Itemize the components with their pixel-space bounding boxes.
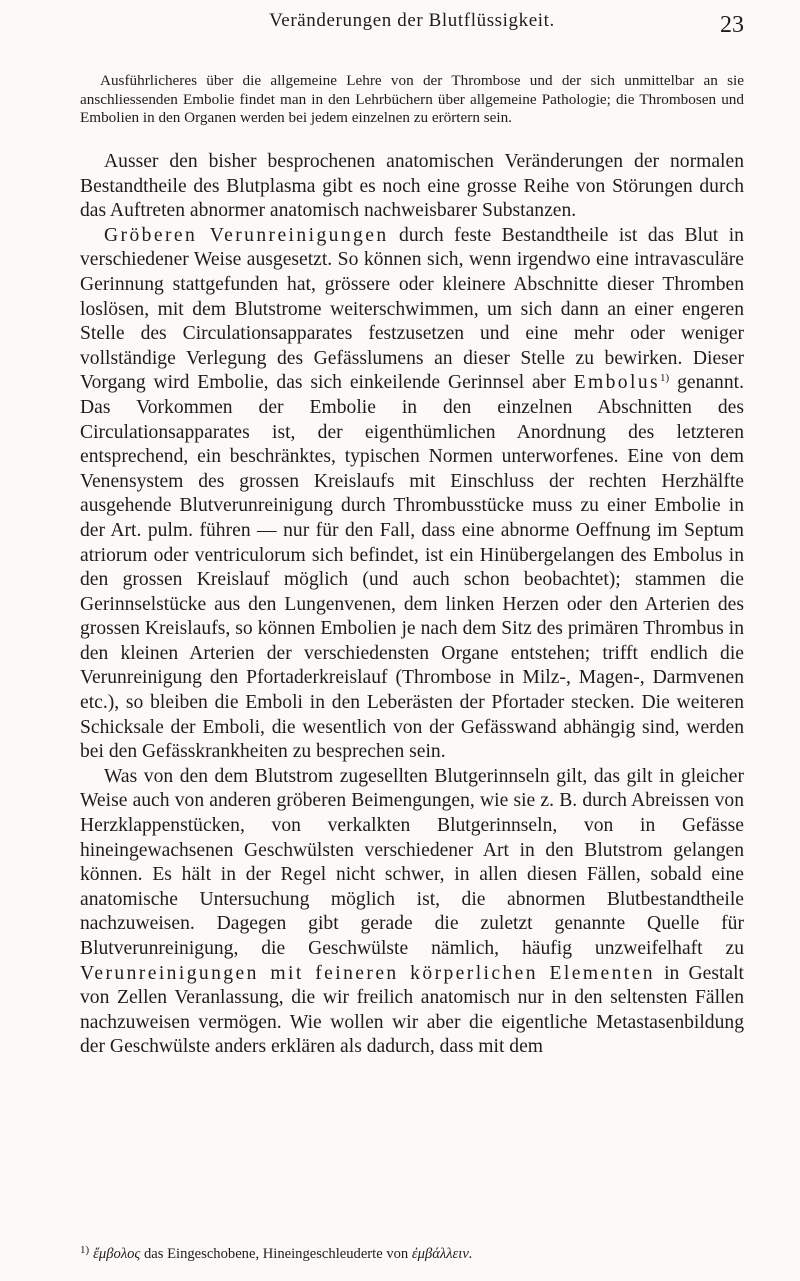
footnote-greek-verb: ἐμβάλλειν. (411, 1246, 473, 1262)
footnote-text: das Eingeschobene, Hineingeschleuderte von (140, 1246, 412, 1262)
footnote-ref: 1) (660, 372, 670, 385)
intro-note (80, 72, 744, 128)
footnote-marker: 1) (80, 1244, 90, 1256)
paragraph-2-part-1: durch feste Bestandtheile ist das Blut in verschiedener Weise ausgesetzt. So können sich, wenn irgendwo eine intravasculäre Gerinnung stattgefunden hat, grössere oder kleinere Abschnitte dieser Thromben loslösen, mit dem Blutstrome weiterschwimmen, um sich dann an einer engeren Stelle des Circulationsapparates festzusetzen und eine mehr oder weniger vollständige Verlegung des Gefässlumens an dieser Stelle zu bewirken. Dieser Vorgang wird Embolie, das sich einkeilende Gerinnsel aber (80, 224, 744, 394)
paragraph-3-part-1: Was von den dem Blutstrom zugesellten Blutgerinnseln gilt, das gilt in gleicher Weise auch von anderen gröberen Beimengungen, wie sie z. B. durch Abreissen von Herzklappenstücken, von verkalkten Blutgerinnseln, von in Gefässe hineingewachsenen Geschwülsten verschiedener Art in den Blutstrom gelangen können. Es hält in der Regel nicht schwer, in allen diesen Fällen, sobald eine anatomische Untersuchung möglich ist, die abnormen Blutbestandtheile nachzuweisen. Dagegen gibt gerade die zuletzt genannte Quelle für Blutverunreinigung, die Geschwülste nämlich, häufig unzweifelhaft zu (80, 765, 744, 959)
spaced-emphasis: Verunreinigungen mit feineren körperlichen Elementen (80, 962, 655, 984)
main-text (80, 150, 744, 1060)
paragraph-2-part-2: genannt. Das Vorkommen der Embolie in den einzelnen Abschnitten des Circulationsapparates ist, der eigenthümlichen Anordnung des letzteren entsprechend, ein beschränktes, typischen Normen unterworfenes. Eine von dem Venensystem des grossen Kreislaufs mit Einschluss der rechten Herzhälfte ausgehende Blutverunreinigung durch Thrombusstücke muss zu einer Embolie in der Art. pulm. führen — nur für den Fall, dass eine abnorme Oeffnung im Septum atriorum oder ventriculorum sich befindet, ist ein Hinübergelangen des Embolus in den grossen Kreislauf möglich (und auch schon beobachtet); stammen die Gerinnselstücke aus den Lungenvenen, dem linken Herzen oder den Arterien des grossen Kreislaufs, so können Embolien je nach dem Sitz des primären Thrombus in den kleinen Arterien der verschiedensten Organe entstehen; trifft endlich die Verunreinigung den Pfortaderkreislauf (Thrombose in Milz-, Magen-, Darmvenen etc.), so bleiben die Emboli in den Leberästen der Pfortader stecken. Die weiteren Schicksale der Emboli, die wesentlich von der Gefässwand abhängig sind, werden bei den Gefässkrankheiten zu besprechen sein. (80, 372, 744, 763)
page-number: 23 (720, 12, 744, 38)
intro-paragraph: Ausführlicheres über die allgemeine Lehre von der Thrombose und der sich unmittelbar an sie anschliessenden Embolie findet man in den Lehrbüchern über allgemeine Pathologie; die Thrombosen und Embolien in den Organen werden bei jedem einzelnen zu erörtern sein. (80, 72, 744, 126)
running-head (80, 10, 744, 40)
footnote (80, 1241, 744, 1263)
paragraph-3 (80, 765, 744, 1060)
spaced-lead-term: Gröberen Verunreinigungen (104, 224, 389, 246)
spaced-term-embolus: Embolus (573, 372, 661, 394)
running-title: Veränderungen der Blutflüssigkeit. (269, 10, 555, 31)
paragraph-2 (80, 224, 744, 765)
paragraph-1: Ausser den bisher besprochenen anatomischen Veränderungen der normalen Bestandtheile des Blutplasma gibt es noch eine grosse Reihe von Störungen durch das Auftreten abnormer anatomisch nachweisbarer Substanzen. (80, 151, 744, 222)
footnote-greek-term: ἔμβολος (93, 1246, 141, 1262)
paragraph-3-part-2: in Gestalt von Zellen Veranlassung, die wir freilich anatomisch nur in den seltensten Fällen nachzuweisen vermögen. Wie wollen wir aber die eigentliche Metastasenbildung der Geschwülste anders erklären als dadurch, dass mit dem (80, 962, 745, 1058)
